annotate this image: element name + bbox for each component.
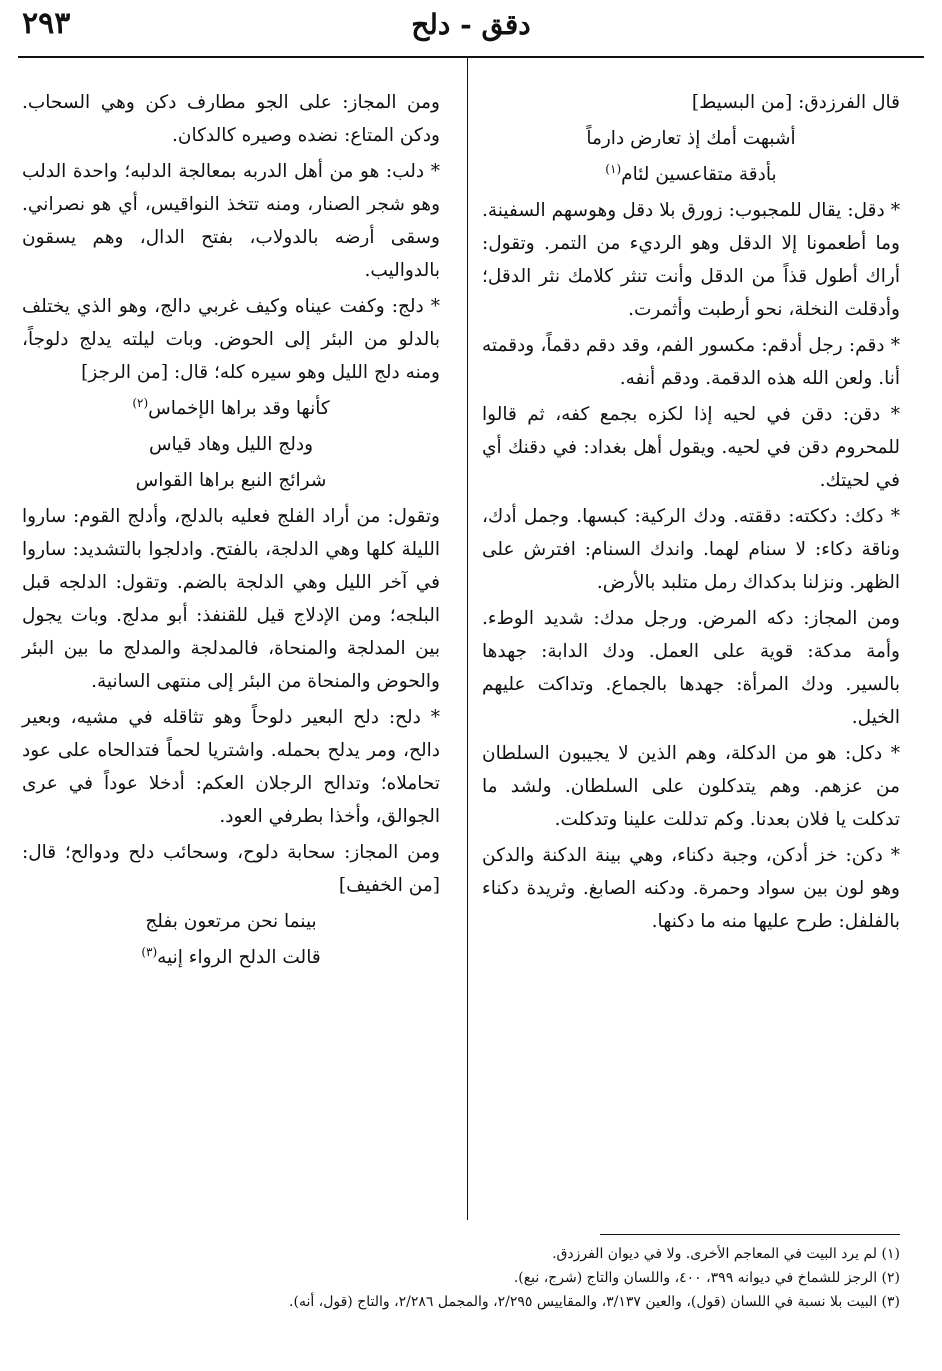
entry-dalaj-cont: وتقول: من أراد الفلج فعليه بالدلج، وأدلج القوم: ساروا الليلة كلها وهي الدلجة، بالفتح. وادلجوا بالتشديد: ساروا في آخر الليل وهي الدلجة بالضم. وتقول: الدلجه قبل البلجه؛ ومن الإدلاج قيل للقنفذ: أبو مدلج. وبات يجول بين المدلجة والمنحاة، فالمدلجة والمدلج ما بين البئر والحوض والمنحاة من البئر إلى منتهى السانية.: [22, 506, 440, 692]
entry-dakan: * دكن: خز أدكن، وجبة دكناء، وهي بينة الدكنة والدكن وهو لون بين سواد وحمرة. ودكنه الصابغ. وثريدة دكناء بالفلفل: طرح عليها منه ما دكنها.: [482, 845, 900, 932]
verse-line: شرائج النبع براها القواس: [135, 470, 327, 491]
footnote: (١) لم يرد البيت في المعاجم الأخرى. ولا في ديوان الفرزدق.: [552, 1246, 900, 1262]
footnote-marker: (١): [605, 161, 622, 176]
column-divider: [467, 58, 468, 1220]
entry-dakak: * دكك: دككته: دققته. ودك الركية: كبسها. وجمل أدك، وناقة دكاء: لا سنام لهما. واندك السنام: افترش على الظهر. ونزلنا بدكداك رمل متلبد بالأرض.: [482, 506, 900, 593]
footnote-marker: (٢): [132, 395, 149, 410]
right-column: [482, 86, 900, 941]
verse-line: بأدقة متقاعسين لئام$^{(١)}$: [605, 161, 777, 185]
footnote: (٢) الرجز للشماخ في ديوانه ٣٩٩، ٤٠٠، واللسان والتاج (شرج، نبع).: [513, 1270, 900, 1286]
footnotes: [22, 1242, 900, 1314]
entry-dakal: * دكل: هو من الدكلة، وهم الذين لا يجيبون السلطان من عزهم. وهم يتدكلون على السلطان. ولشد ما تدكلت يا فلان بعدنا. وكم تدللت علينا وتدكلت.: [482, 743, 900, 830]
footnote-marker: (٣): [141, 944, 158, 959]
left-column: [22, 86, 440, 977]
entry-dalah: * دلح: دلح البعير دلوحاً وهو تثاقله في مشيه، وبعير دالح، ومر يدلح بحمله. واشتريا لحماً فتدالحاه على عود تحاملاه؛ وتدالح الرجلان العكم: أدخلا عوداً في عرى الجوالق، وأخذا بطرفي العود.: [22, 707, 440, 827]
verse-line: قالت الدلح الرواء إنيه$^{(٣)}$: [141, 944, 321, 968]
entry-dalab: * دلب: هو من أهل الدربه بمعالجة الدلبه؛ واحدة الدلب وهو شجر الصنار، ومنه تتخذ النواقيس، أي هو نصراني. وسقى أرضه بالدولاب، بفتح الدال، وهم يسقون بالدواليب.: [22, 161, 440, 281]
entry-dakak-majaz: ومن المجاز: دكه المرض. ورجل مدك: شديد الوطء. وأمة مدكة: قوية على العمل. ودك الدابة: جهدها بالسير. ودك المرأة: جهدها بالجماع. وتداكت عليهم الخيل.: [482, 608, 900, 728]
running-head: دقق - دلح: [411, 8, 531, 41]
verse-line: أشبهت أمك إذ تعارض دارماً: [586, 128, 796, 149]
verse-line: كأنها وقد براها الإخماس$^{(٢)}$: [132, 395, 330, 419]
page-number: ٢٩٣: [22, 6, 71, 41]
verse-line: ودلج الليل وهاد قياس: [148, 434, 314, 455]
footnote: (٣) البيت بلا نسبة في اللسان (قول)، والعين ٣/١٣٧، والمقاييس ٢/٢٩٥، والمجمل ٢/٢٨٦، والتاج (قول، أنه).: [289, 1294, 900, 1310]
entry-daqal: * دقل: يقال للمجبوب: زورق بلا دقل وهوسهم السفينة. وما أطعمونا إلا الدقل وهو الرديء من التمر. وتقول: أراك أطول قذاً من الدقل وأنت تنثر كلامك نثر الدقل؛ وأدقلت النخلة، نحو أرطبت وأثمرت.: [482, 200, 900, 320]
entry-dalah-majaz: ومن المجاز: سحابة دلوح، وسحائب دلح ودوالح؛ قال: [من الخفيف]: [22, 842, 440, 896]
entry-daqan: * دقن: دقن في لحيه إذا لكزه بجمع كفه، ثم قالوا للمحروم دقن في لحيه. ويقول أهل بغداد: في دقنك أي في لحيتك.: [482, 404, 900, 491]
entry-daqam: * دقم: رجل أدقم: مكسور الفم، وقد دقم دقماً، ودقمته أنا. ولعن الله هذه الدقمة. ودقم أنفه.: [482, 335, 900, 389]
poem-intro: قال الفرزدق: [من البسيط]: [691, 92, 900, 113]
verse-line: بينما نحن مرتعون بفلج: [145, 911, 317, 932]
entry-dakan-majaz: ومن المجاز: على الجو مطارف دكن وهي السحاب. ودكن المتاع: نضده وصيره كالدكان.: [22, 92, 440, 146]
entry-dalaj: * دلج: وكفت عيناه وكيف غربي دالج، وهو الذي يختلف بالدلو من البئر إلى الحوض. وبات ليلته يدلج دلوجاً، ومنه دلج الليل وهو سيره كله؛ قال: [من الرجز]: [22, 296, 440, 383]
footnote-rule: [600, 1234, 900, 1235]
header-rule: [18, 56, 924, 58]
